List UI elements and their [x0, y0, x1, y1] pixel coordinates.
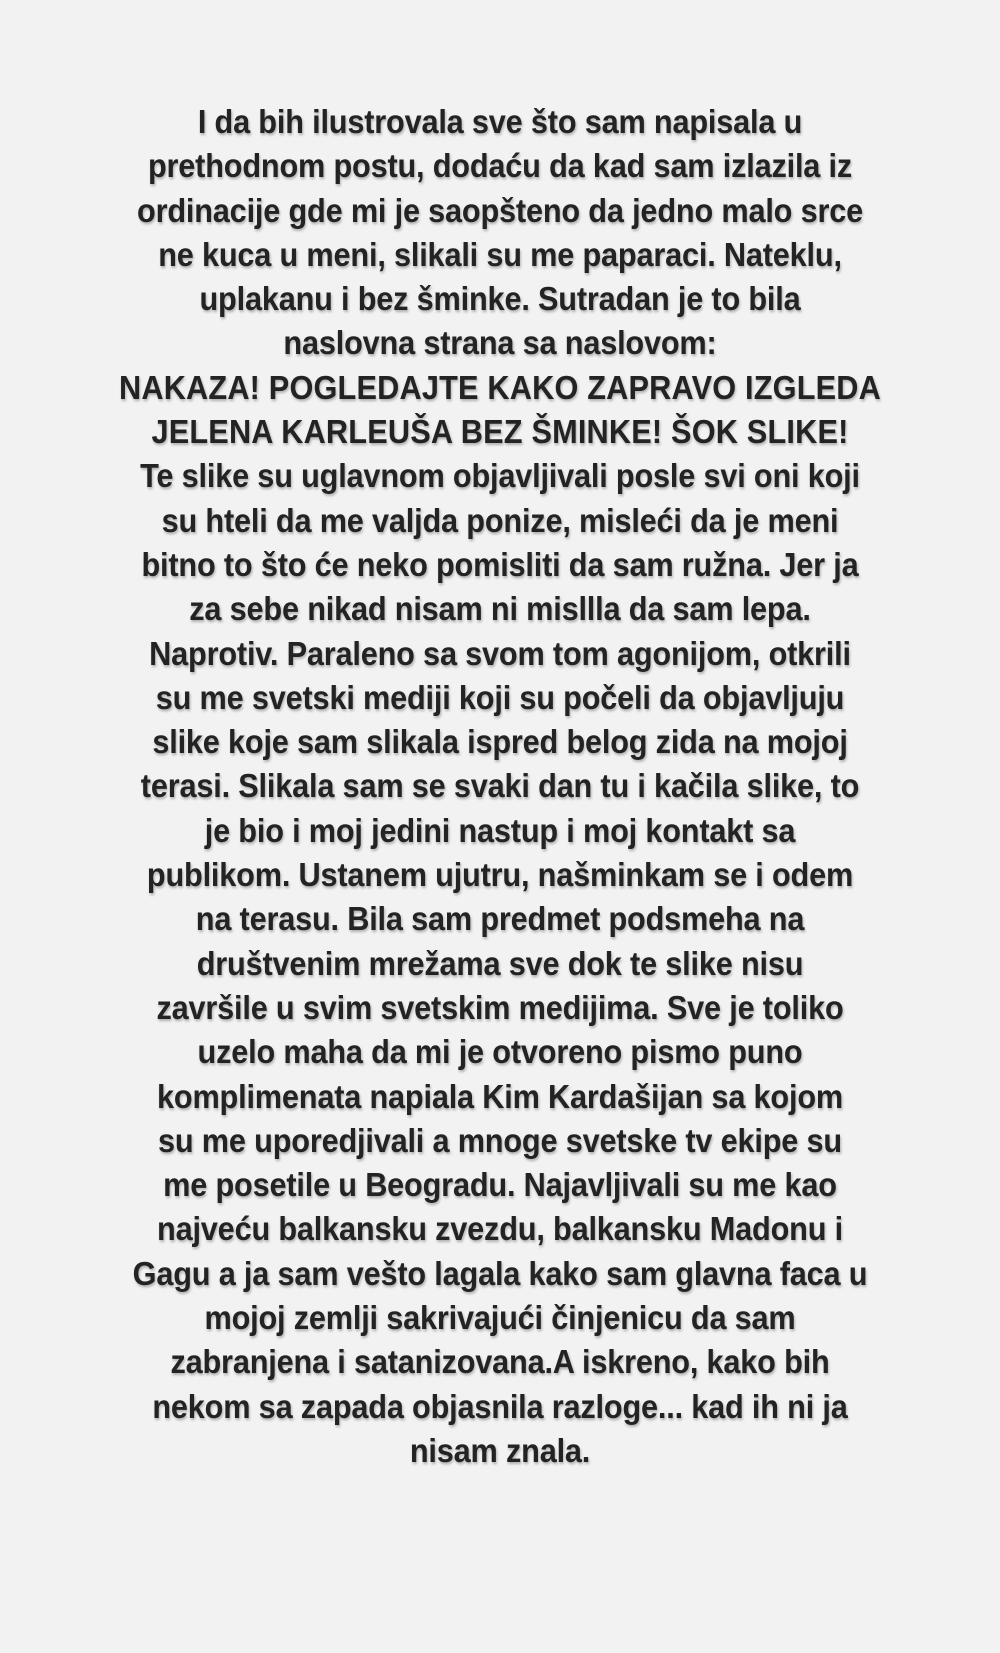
story-headline-line: NAKAZA! POGLEDAJTE KAKO ZAPRAVO IZGLEDA: [118, 368, 882, 406]
story-line: su hteli da me valjda ponize, misleći da je meni: [161, 501, 839, 539]
story-line: prethodnom postu, dodaću da kad sam izlazila iz: [147, 147, 853, 185]
story-line: zabranjena i satanizovana.A iskreno, kako bih: [170, 1343, 830, 1381]
story-line: me posetile u Beogradu. Najavljivali su me kao: [163, 1166, 837, 1204]
story-text-block: [0, 100, 1000, 1473]
story-headline-line: JELENA KARLEUŠA BEZ ŠMINKE! ŠOK SLIKE!: [151, 413, 849, 451]
story-line: bitno to što će neko pomisliti da sam ružna. Jer ja: [141, 545, 859, 583]
story-line: na terasu. Bila sam predmet podsmeha na: [195, 900, 805, 938]
story-line: najveću balkansku zvezdu, balkansku Madonu i: [157, 1210, 843, 1248]
story-line: Naprotiv. Paraleno sa svom tom agonijom, otkrili: [149, 634, 851, 672]
story-line: završile u svim svetskim medijima. Sve je toliko: [156, 988, 844, 1026]
story-line: I da bih ilustrovala sve što sam napisala u: [197, 103, 803, 140]
story-line: nekom sa zapada objasnila razloge... kad ih ni ja: [152, 1387, 848, 1425]
story-line: su me uporedjivali a mnoge svetske tv ekipe su: [158, 1121, 842, 1159]
story-line: uzelo maha da mi je otvoreno pismo puno: [197, 1033, 803, 1071]
story-line: ordinacije gde mi je saopšteno da jedno malo srce: [137, 191, 863, 229]
story-line: društvenim mrežama sve dok te slike nisu: [196, 944, 804, 982]
story-line: je bio i moj jedini nastup i moj kontakt sa: [204, 811, 796, 849]
story-line: za sebe nikad nisam ni misllla da sam lepa.: [189, 590, 811, 628]
story-line: su me svetski mediji koji su počeli da objavljuju: [155, 678, 845, 716]
story-line: naslovna strana sa naslovom:: [283, 324, 717, 362]
story-line: uplakanu i bez šminke. Sutradan je to bila: [199, 280, 801, 318]
story-line: ne kuca u meni, slikali su me paparaci. Nateklu,: [158, 235, 842, 273]
story-line: mojoj zemlji sakrivajući činjenicu da sam: [204, 1299, 796, 1337]
story-line: Gagu a ja sam vešto lagala kako sam glavna faca u: [132, 1254, 868, 1292]
story-line: nisam znala.: [409, 1431, 591, 1469]
story-line: Te slike su uglavnom objavljivali posle svi oni koji: [140, 457, 860, 495]
story-line: publikom. Ustanem ujutru, našminkam se i odem: [146, 856, 854, 894]
story-line: terasi. Slikala sam se svaki dan tu i kačila slike, to: [140, 767, 860, 805]
story-line: slike koje sam slikala ispred belog zida na mojoj: [152, 723, 848, 761]
story-line: komplimenata napiala Kim Kardašijan sa kojom: [157, 1077, 843, 1115]
